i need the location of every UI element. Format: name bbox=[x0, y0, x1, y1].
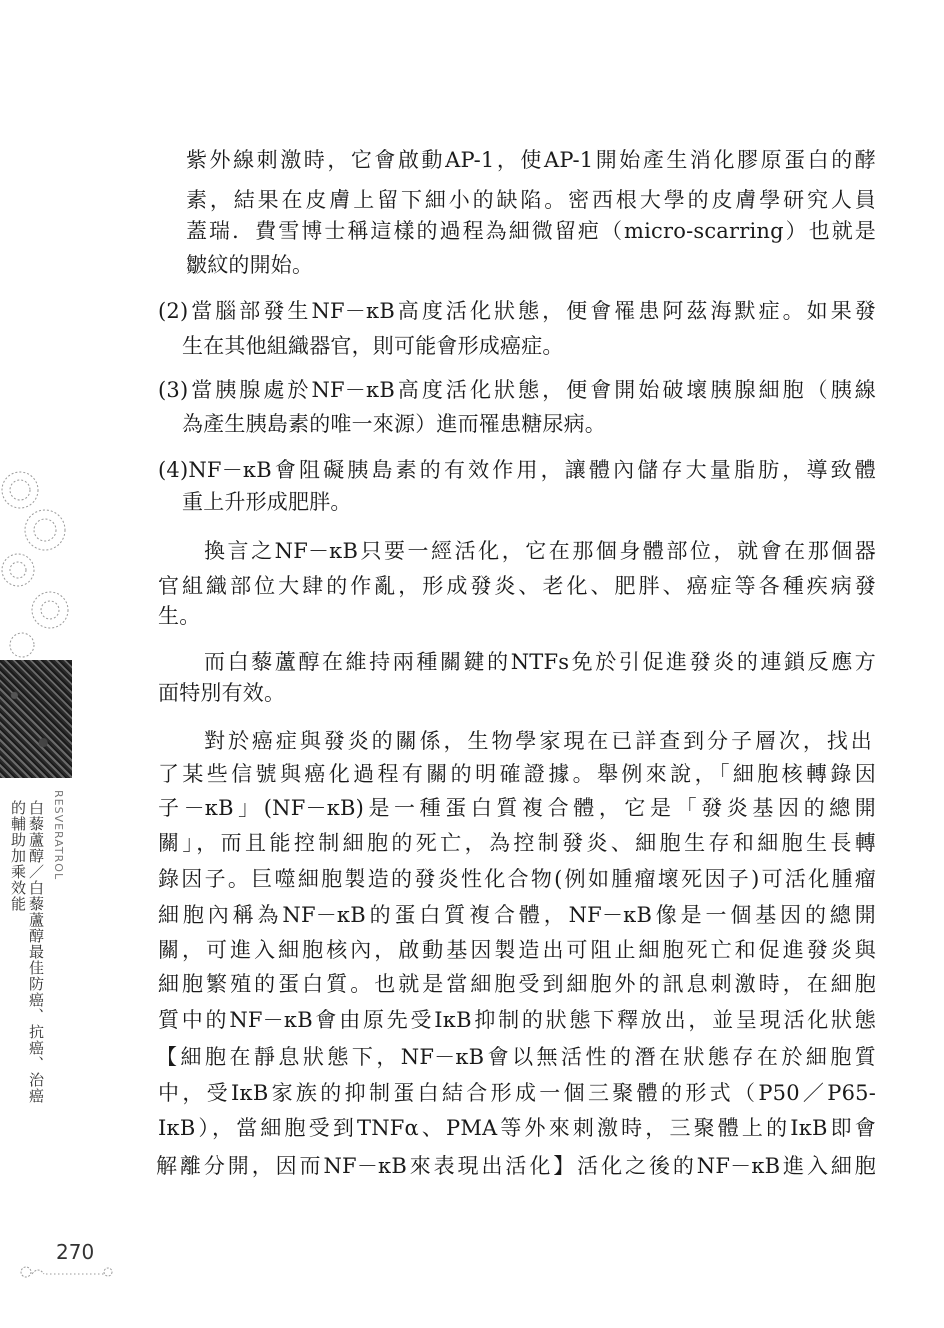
text-line: 皺紋的開始。 bbox=[186, 253, 314, 277]
page-number: 270 bbox=[56, 1240, 95, 1264]
list-item-2: (2)當腦部發生NF－κB高度活化狀態，便會罹患阿茲海默症。如果發 bbox=[158, 299, 876, 323]
paragraph-line: 面特別有效。 bbox=[158, 681, 286, 705]
sidebar-photo bbox=[0, 660, 72, 778]
paragraph-line: 而白藜蘆醇在維持兩種關鍵的NTFs免於引促進發炎的連鎖反應方 bbox=[204, 650, 876, 674]
floral-ornament bbox=[0, 460, 75, 660]
text-line: 蓋瑞．費雪博士稱這樣的過程為細微留疤（micro-scarring）也就是 bbox=[186, 219, 876, 243]
paragraph-line: 【細胞在靜息狀態下，NF－κB會以無活性的潛在狀態存在於細胞質 bbox=[156, 1045, 876, 1069]
sidebar-title: 白藜蘆醇／白藜蘆醇最佳防癌、抗癌、治癌 bbox=[27, 800, 45, 1104]
paragraph-line: 解離分開，因而NF－κB來表現出活化】活化之後的NF－κB進入細胞 bbox=[156, 1154, 876, 1178]
paragraph-line: 中，受IκB家族的抑制蛋白結合形成一個三聚體的形式（P50／P65- bbox=[158, 1081, 876, 1105]
paragraph-line: 生。 bbox=[158, 604, 201, 628]
paragraph-line: IκB），當細胞受到TNFα、PMA等外來刺激時，三聚體上的IκB即會 bbox=[158, 1116, 876, 1140]
paragraph-line: 換言之NF－κB只要一經活化，它在那個身體部位，就會在那個器 bbox=[204, 539, 876, 563]
paragraph-line: 質中的NF－κB會由原先受IκB抑制的狀態下釋放出，並呈現活化狀態 bbox=[158, 1008, 876, 1032]
sidebar-subtitle: 的輔助加乘效能 bbox=[9, 800, 27, 912]
paragraph-line: 了某些信號與癌化過程有關的明確證據。舉例來說，「細胞核轉錄因 bbox=[158, 762, 876, 786]
sidebar-english-title: RESVERATROL bbox=[52, 790, 65, 881]
page-number-ornament bbox=[18, 1262, 118, 1282]
paragraph-line: 細胞內稱為NF－κB的蛋白質複合體，NF－κB像是一個基因的總開 bbox=[158, 903, 876, 927]
paragraph-line: 對於癌症與發炎的關係，生物學家現在已詳查到分子層次，找出 bbox=[204, 729, 872, 753]
paragraph-line: 子－κB」(NF－κB)是一種蛋白質複合體，它是「發炎基因的總開 bbox=[158, 796, 876, 820]
paragraph-line: 錄因子。巨噬細胞製造的發炎性化合物(例如腫瘤壞死因子)可活化腫瘤 bbox=[158, 867, 876, 891]
paragraph-line: 關，可進入細胞核內，啟動基因製造出可阻止細胞死亡和促進發炎與 bbox=[158, 938, 876, 962]
list-item-4-cont: 重上升形成肥胖。 bbox=[182, 490, 352, 514]
list-item-3: (3)當胰腺處於NF－κB高度活化狀態，便會開始破壞胰腺細胞（胰線 bbox=[158, 378, 876, 402]
list-item-4: (4)NF－κB會阻礙胰島素的有效作用，讓體內儲存大量脂肪，導致體 bbox=[158, 458, 876, 482]
text-line: 素，結果在皮膚上留下細小的缺陷。密西根大學的皮膚學研究人員 bbox=[186, 188, 876, 212]
text-line: 紫外線刺激時，它會啟動AP-1，使AP-1開始產生消化膠原蛋白的酵 bbox=[186, 148, 876, 172]
list-item-2-cont: 生在其他組織器官，則可能會形成癌症。 bbox=[182, 334, 564, 358]
list-item-3-cont: 為產生胰島素的唯一來源）進而罹患糖尿病。 bbox=[182, 412, 606, 436]
paragraph-line: 細胞繁殖的蛋白質。也就是當細胞受到細胞外的訊息刺激時，在細胞 bbox=[158, 972, 876, 996]
paragraph-line: 官組織部位大肆的作亂，形成發炎、老化、肥胖、癌症等各種疾病發 bbox=[158, 574, 876, 598]
paragraph-line: 關」，而且能控制細胞的死亡，為控制發炎、細胞生存和細胞生長轉 bbox=[158, 831, 876, 855]
